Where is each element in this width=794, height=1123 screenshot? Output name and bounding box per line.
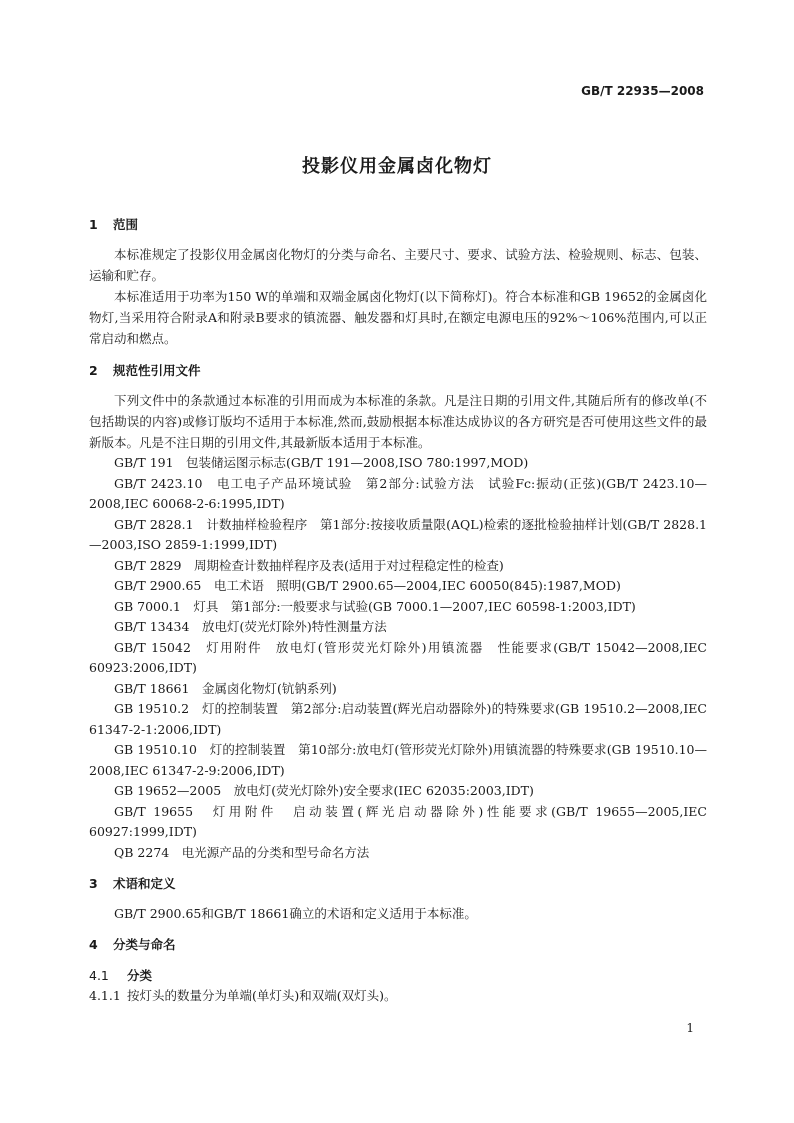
subsection-title: 分类	[127, 968, 153, 983]
reference-item: GB 19510.2 灯的控制装置 第2部分:启动装置(辉光启动器除外)的特殊要求(GB 19510.2—2008,IEC 61347-2-1:2006,IDT)	[89, 701, 707, 737]
reference-item: GB/T 2900.65 电工术语 照明(GB/T 2900.65—2004,IEC 60050(845):1987,MOD)	[114, 578, 621, 593]
section-title: 术语和定义	[113, 876, 176, 891]
scope-paragraph: 本标准规定了投影仪用金属卤化物灯的分类与命名、主要尺寸、要求、试验方法、检验规则、标志、包装、运输和贮存。	[89, 247, 707, 283]
standard-code: GB/T 22935—2008	[581, 84, 704, 98]
reference-item: GB/T 2828.1 计数抽样检验程序 第1部分:按接收质量限(AQL)检索的逐批检验抽样计划(GB/T 2828.1—2003,ISO 2859-1:1999,IDT)	[89, 516, 707, 552]
section-title: 规范性引用文件	[113, 363, 201, 378]
section-number: 2	[89, 363, 98, 378]
clause-number: 4.1.1	[89, 988, 121, 1003]
section-heading-normative-references	[89, 360, 707, 382]
subsection-heading	[89, 966, 707, 986]
reference-item: GB/T 13434 放电灯(荧光灯除外)特性测量方法	[114, 619, 387, 634]
reference-item: GB/T 19655 灯用附件 启动装置(辉光启动器除外)性能要求(GB/T 19655—2005,IEC 60927:1999,IDT)	[89, 803, 707, 839]
section-number: 1	[89, 217, 98, 232]
reference-item: GB 7000.1 灯具 第1部分:一般要求与试验(GB 7000.1—2007,IEC 60598-1:2003,IDT)	[114, 598, 636, 614]
section-number: 4	[89, 937, 98, 952]
section-heading-scope	[89, 214, 707, 236]
subsection-number: 4.1	[89, 968, 109, 983]
reference-item: GB/T 18661 金属卤化物灯(钪钠系列)	[114, 680, 337, 696]
document-body	[89, 214, 707, 1006]
clause	[89, 986, 707, 1006]
section-title: 分类与命名	[113, 937, 176, 952]
section-number: 3	[89, 876, 98, 891]
page-number: 1	[686, 1021, 694, 1035]
document-title: 投影仪用金属卤化物灯	[302, 156, 492, 177]
reference-item: GB/T 191 包装储运图示标志(GB/T 191—2008,ISO 780:1997,MOD)	[114, 455, 529, 470]
clause-text: 按灯头的数量分为单端(单灯头)和双端(双灯头)。	[127, 988, 397, 1003]
scope-paragraph: 本标准适用于功率为150 W的单端和双端金属卤化物灯(以下简称灯)。符合本标准和GB 19652的金属卤化物灯,当采用符合附录A和附录B要求的镇流器、触发器和灯具时,在额定电源电压的92%～106%范围内,可以正常启动和燃点。	[89, 289, 707, 346]
section-heading-terms	[89, 873, 707, 895]
references-intro: 下列文件中的条款通过本标准的引用而成为本标准的条款。凡是注日期的引用文件,其随后所有的修改单(不包括勘误的内容)或修订版均不适用于本标准,然而,鼓励根据本标准达成协议的各方研究是否可使用这些文件的最新版本。凡是不注日期的引用文件,其最新版本适用于本标准。	[89, 393, 707, 450]
reference-item: GB 19510.10 灯的控制装置 第10部分:放电灯(管形荧光灯除外)用镇流器的特殊要求(GB 19510.10—2008,IEC 61347-2-9:2006,IDT)	[89, 742, 707, 778]
section-title: 范围	[113, 217, 139, 232]
reference-item: GB/T 2829 周期检查计数抽样程序及表(适用于对过程稳定性的检查)	[114, 557, 504, 573]
reference-item: GB 19652—2005 放电灯(荧光灯除外)安全要求(IEC 62035:2003,IDT)	[114, 783, 534, 798]
reference-item: GB/T 15042 灯用附件 放电灯(管形荧光灯除外)用镇流器 性能要求(GB/T 15042—2008,IEC 60923:2006,IDT)	[89, 639, 707, 675]
section-heading-classification	[89, 934, 707, 956]
terms-paragraph: GB/T 2900.65和GB/T 18661确立的术语和定义适用于本标准。	[114, 906, 477, 921]
reference-item: GB/T 2423.10 电工电子产品环境试验 第2部分:试验方法 试验Fc:振动(正弦)(GB/T 2423.10—2008,IEC 60068-2-6:1995,IDT)	[89, 475, 707, 511]
reference-item: QB 2274 电光源产品的分类和型号命名方法	[114, 844, 370, 860]
